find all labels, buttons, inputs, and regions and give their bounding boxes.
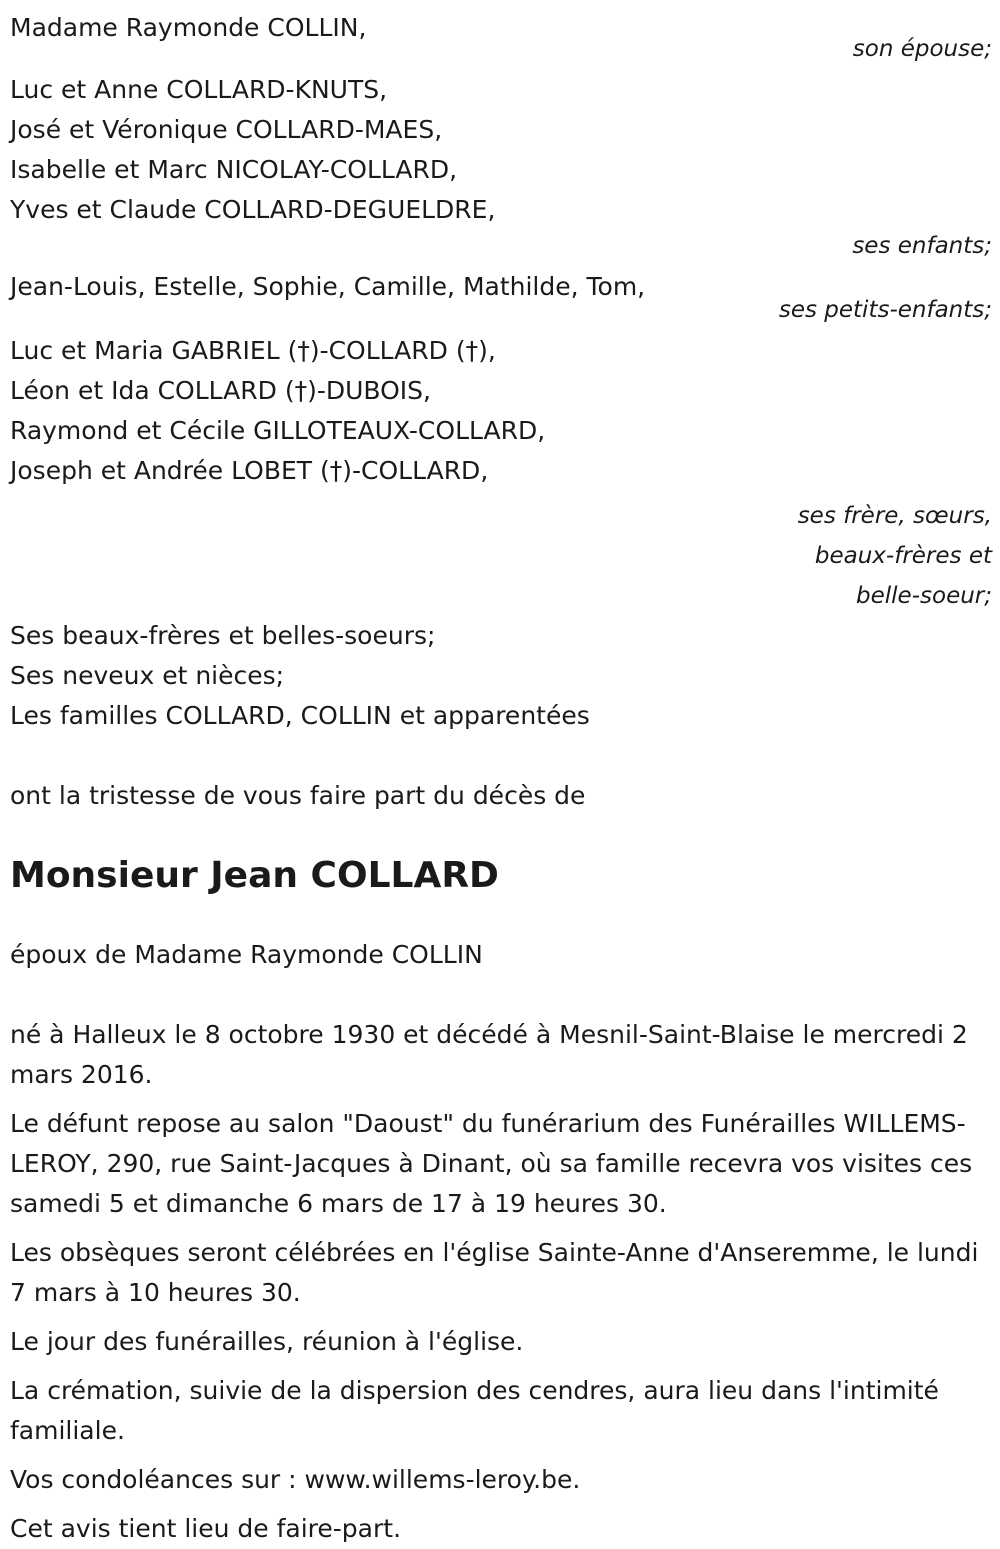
- children-group: [10, 70, 992, 266]
- child-name: Luc et Anne COLLARD-KNUTS,: [10, 75, 388, 104]
- spouse-name: Madame Raymonde COLLIN,: [10, 13, 367, 42]
- child-name: Yves et Claude COLLARD-DEGUELDRE,: [10, 195, 496, 224]
- children-role: ses enfants;: [852, 233, 992, 259]
- condolences-paragraph: Vos condoléances sur : www.willems-leroy.be.: [10, 1465, 581, 1494]
- notice-paragraph: Cet avis tient lieu de faire-part.: [10, 1514, 402, 1543]
- spouse-group: [10, 8, 992, 69]
- sibling-name: Luc et Maria GABRIEL (†)-COLLARD (†),: [10, 336, 496, 365]
- sibling-name: Raymond et Cécile GILLOTEAUX-COLLARD,: [10, 416, 546, 445]
- grandchildren-group: [10, 267, 992, 330]
- child-name: Isabelle et Marc NICOLAY-COLLARD,: [10, 155, 458, 184]
- deceased-name: Monsieur Jean COLLARD: [10, 855, 499, 896]
- siblings-role-line: belle-soeur;: [856, 583, 992, 609]
- child-name: José et Véronique COLLARD-MAES,: [10, 115, 443, 144]
- funeral-paragraph: Les obsèques seront célébrées en l'église Sainte-Anne d'Anseremme, le lundi 7 mars à 10 heures 30.: [10, 1238, 979, 1307]
- sibling-name: Léon et Ida COLLARD (†)-DUBOIS,: [10, 376, 431, 405]
- siblings-role-line: beaux-frères et: [814, 543, 992, 569]
- siblings-group: [10, 331, 992, 616]
- birth-death-paragraph: né à Halleux le 8 octobre 1930 et décédé à Mesnil-Saint-Blaise le mercredi 2 mars 2016.: [10, 1020, 968, 1089]
- grandchildren-role: ses petits-enfants;: [778, 297, 992, 323]
- grandchildren-names: Jean-Louis, Estelle, Sophie, Camille, Mathilde, Tom,: [10, 272, 646, 301]
- sibling-name: Joseph et Andrée LOBET (†)-COLLARD,: [10, 456, 489, 485]
- other-relatives-line: Ses neveux et nièces;: [10, 661, 285, 690]
- meeting-paragraph: Le jour des funérailles, réunion à l'église.: [10, 1327, 524, 1356]
- spouse-role: son épouse;: [852, 36, 992, 62]
- other-relatives-line: Les familles COLLARD, COLLIN et apparentées: [10, 701, 590, 730]
- siblings-role-line: ses frère, sœurs,: [797, 503, 992, 529]
- cremation-paragraph: La crémation, suivie de la dispersion des cendres, aura lieu dans l'intimité familiale.: [10, 1376, 939, 1445]
- other-relatives-line: Ses beaux-frères et belles-soeurs;: [10, 621, 436, 650]
- other-relatives-group: [10, 616, 992, 736]
- repose-paragraph: Le défunt repose au salon "Daoust" du funérarium des Funérailles WILLEMS-LEROY, 290, rue Saint-Jacques à Dinant, où sa famille recevra vos visites ces samedi 5 et dimanche 6 mars de 17 à 19 heures 30.: [10, 1109, 973, 1218]
- announcement-text: ont la tristesse de vous faire part du décès de: [10, 781, 586, 810]
- details-section: [10, 1015, 992, 1549]
- deceased-spouse-line: époux de Madame Raymonde COLLIN: [10, 940, 483, 969]
- obituary-notice: [10, 8, 992, 1549]
